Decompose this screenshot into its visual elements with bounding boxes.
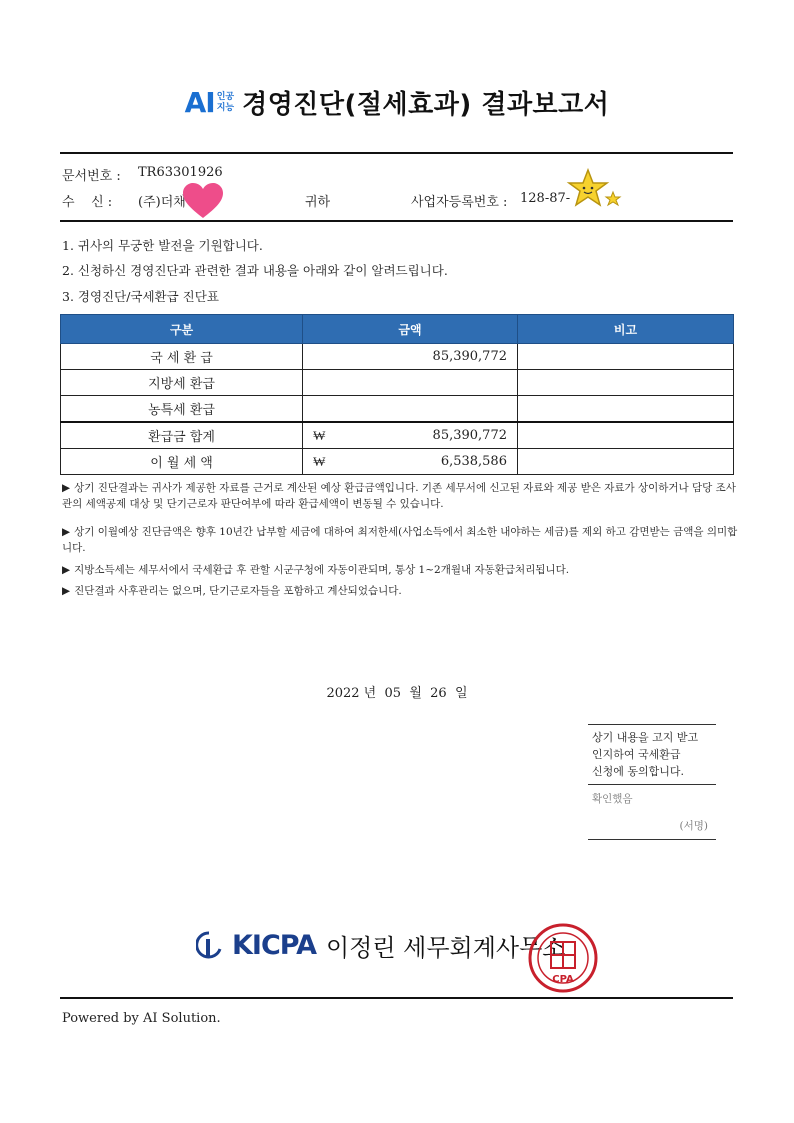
office-brand (196, 928, 565, 963)
row-label: 환급금 합계 (61, 422, 303, 449)
star-sticker-icon (566, 168, 622, 212)
note-text: 지방소득세는 세무서에서 국세환급 후 관할 시군구청에 자동이관되며, 통상 1~2개월내 자동환급처리됩니다. (74, 564, 570, 576)
note-text: 상기 진단결과는 귀사가 제공한 자료를 근거로 계산된 예상 환급금액입니다. 기존 세무서에 신고된 자료와 제공 받은 자료가 상이하거나 담당 조사관의 세액공제 대상 및 단기근로자 판단여부에 따라 환급세액이 변동될 수 있습니다. (62, 482, 736, 510)
note-text: 진단결과 사후관리는 없으며, 단기근로자들을 포함하고 계산되었습니다. (74, 585, 402, 597)
row-amount: 85,390,772 (432, 427, 507, 443)
kicpa-emblem-icon (196, 931, 222, 961)
row-label: 지방세 환급 (61, 370, 303, 396)
intro-line-3: 3. 경영진단/국세환급 진단표 (62, 289, 219, 304)
row-label: 국 세 환 급 (61, 344, 303, 370)
table-row (61, 370, 734, 396)
table-row (61, 344, 734, 370)
info-rule (60, 220, 733, 222)
table-header-row (61, 315, 734, 344)
signature-field[interactable]: (서명) (679, 820, 708, 832)
row-amount-cell (303, 396, 518, 423)
ai-logo-sub-bottom: 지능 (216, 102, 235, 113)
row-remark (517, 344, 733, 370)
row-remark (517, 396, 733, 423)
note-text: 상기 이월예상 진단금액은 향후 10년간 납부할 세금에 대하여 최저한세(사업소득에서 최소한 내야하는 세금)를 제외 하고 감면받는 금액을 의미합니다. (62, 526, 738, 554)
triangle-bullet-icon: ▶ (62, 482, 71, 494)
bizno-label: 사업자등록번호 : (411, 195, 508, 210)
refund-table (60, 314, 734, 475)
docno-label: 문서번호 : (62, 169, 121, 184)
row-label: 농특세 환급 (61, 396, 303, 423)
table-row-total (61, 422, 734, 449)
row-amount-cell (303, 344, 518, 370)
office-name: 이정린 세무회계사무소 (326, 934, 566, 962)
note-item (62, 562, 738, 578)
ai-logo-sub-top: 인공 (216, 91, 235, 102)
col-header-category: 구분 (61, 315, 303, 344)
row-amount-cell (303, 422, 518, 449)
triangle-bullet-icon: ▶ (62, 526, 71, 538)
note-item (62, 480, 738, 512)
row-amount-cell (303, 370, 518, 396)
row-amount: 6,538,586 (440, 453, 507, 469)
ai-logo (184, 85, 235, 119)
kicpa-logo-text: KICPA (232, 930, 316, 961)
table-row (61, 396, 734, 423)
footer-rule (60, 997, 733, 999)
won-symbol: ₩ (313, 454, 326, 470)
intro-line-1: 1. 귀사의 무궁한 발전을 기원합니다. (62, 238, 263, 253)
consent-checked-label: 확인했음 (592, 793, 633, 805)
docno-value: TR63301926 (138, 165, 223, 180)
row-amount: 85,390,772 (432, 349, 507, 364)
report-date: 2022 년 05 월 26 일 (326, 686, 468, 701)
intro-line-2: 2. 신청하신 경영진단과 관련한 결과 내용을 아래와 같이 알려드립니다. (62, 263, 448, 278)
honorific: 귀하 (305, 195, 331, 210)
consent-box[interactable] (588, 724, 716, 840)
consent-line-1: 상기 내용을 고지 받고 (592, 731, 699, 744)
triangle-bullet-icon: ▶ (62, 564, 71, 576)
heart-icon (182, 182, 224, 220)
row-amount-cell (303, 449, 518, 475)
note-item (62, 524, 738, 556)
report-title: 경영진단(절세효과) 결과보고서 (242, 90, 610, 120)
triangle-bullet-icon: ▶ (62, 585, 71, 597)
row-remark (517, 370, 733, 396)
report-header (0, 84, 794, 121)
col-header-amount: 금액 (303, 315, 518, 344)
seal-text: CPA (552, 974, 574, 985)
recipient-value: (주)더채 (138, 195, 186, 210)
consent-line-3: 신청에 동의합니다. (592, 765, 685, 778)
note-item (62, 583, 738, 599)
powered-by: Powered by AI Solution. (62, 1011, 221, 1026)
consent-line-2: 인지하여 국세환급 (592, 748, 681, 761)
row-remark (517, 449, 733, 475)
bizno-value: 128-87- (520, 191, 571, 206)
col-header-remark: 비고 (517, 315, 733, 344)
row-label: 이 월 세 액 (61, 449, 303, 475)
won-symbol: ₩ (313, 428, 326, 444)
ai-logo-text: AI (184, 85, 215, 119)
table-row-carryover (61, 449, 734, 475)
row-remark (517, 422, 733, 449)
recipient-label: 수 신 : (62, 195, 113, 210)
official-seal-icon (527, 922, 599, 994)
top-rule (60, 152, 733, 154)
